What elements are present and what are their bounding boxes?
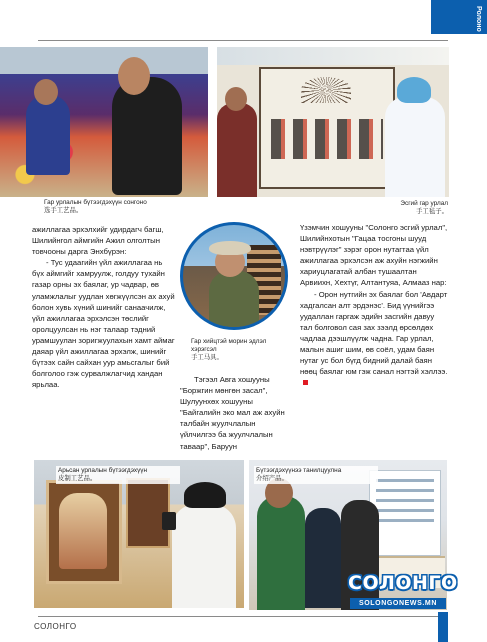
- board-line: [376, 479, 434, 482]
- article-paragraph: - Тус удаагийн үйл ажиллагаа нь бүх аймгийг хамруулж, голдуу тухайн газар орны эх баялаг, ур чадвар, өв уламжлалыг уудлан хөгжүүлсэн ах ахуй болон хувь хүний шинийг санаачилж, үйл ажиллагаа эрхэлсэн төслийг оролцуулсан нь нэг талаар тэдний урамшуулан зоригжуулахын хамт аймаг даяар үйл ажиллагаа эрхэлж, шинийг бүтээх сайн сайхан уур амьсгалыг бий болголоо гэж сурвалжлагчид хандан ярьлаа.: [32, 258, 175, 390]
- photo-craft-items: [217, 47, 449, 197]
- article-paragraph: Тэгээл Авга хошууны "Боржгин мөнгөн засал", Шулуунхөх хошууны "Байгалийн эко мал аж ахуйн талбайн жуулчлалын үйлчилгээ ба жуулчлалын тавааp", Баруун: [180, 375, 285, 451]
- photo-cap: [184, 482, 226, 508]
- top-divider: [38, 40, 448, 41]
- caption-product-intro: Бүтээгдэхүүнээ танилцуулна 介绍产品。: [254, 466, 378, 484]
- article-column-left: [32, 224, 175, 390]
- photo-display-board: [369, 470, 441, 556]
- photo-person-head: [34, 79, 58, 105]
- caption-craft-stall: Гар урлалын бүтээгдэхүүн сонгоно 选手工艺品。: [44, 199, 147, 214]
- caption-craft-items: Эсгий гар урлал 手工毡子。: [400, 200, 448, 215]
- artwork-sun-motif: [301, 77, 351, 103]
- artwork-figures: [271, 119, 383, 159]
- photo-hat: [209, 241, 251, 255]
- bottom-divider: [38, 616, 448, 617]
- board-line: [376, 499, 434, 502]
- photo-person: [305, 508, 341, 608]
- photo-framed-artwork: [46, 480, 122, 584]
- photo-person: [257, 496, 305, 610]
- article-paragraph: Үзэмчин хошууны "Солонго эсгий урлал", Шилийнхотын "Гацаа тосгоны шууд нэвтрүүлэг" зэрэг орон нутагтаа үйл ажиллагаа эрхэлсэн аж ахуйн нэгжийн хариуцлагатай албан тушаалтан Арвиихн, Хехтүг, Алтантуяа, Алмааз нар:: [300, 223, 448, 288]
- section-tab: Ролоно: [475, 6, 482, 32]
- logo-url: SOLONGONEWS.MN: [350, 598, 446, 609]
- photo-horse-tack-circle: [180, 222, 288, 330]
- photo-craft-stall: [0, 47, 208, 197]
- photo-person-head: [397, 77, 431, 103]
- photo-person-head: [118, 57, 150, 95]
- photo-person: [172, 504, 236, 608]
- artwork-portrait: [59, 493, 107, 569]
- photo-person: [209, 271, 259, 330]
- photo-phone: [162, 512, 176, 530]
- photo-person: [385, 97, 445, 197]
- caption-horse-tack: Гар хийцтэй морин эдлэл хэрэгсэл 手工马具。: [191, 338, 267, 361]
- photo-tent: [217, 47, 449, 65]
- article-column-right: [300, 222, 448, 388]
- photo-person: [26, 95, 70, 175]
- article-column-middle: [180, 374, 288, 452]
- article-paragraph-text: - Орон нутгийн эх баялаг бол 'Авдарт хадгалсан алт эрдэнэс'. Бид үүнийгээ уудаллан гаргаж эдийн засгийн давуу тал болговол сая зах зээлд өрсөлдөх чадлаа дээшлүүлж чадна. Гар урлал, малын ашиг шим, өв соёл, удам баян нутаг ус бол бүгд бидний далай баян нөөц баялаг юм гэж санал нэгтэй хэллээ.: [300, 289, 448, 377]
- solongo-logo: [348, 572, 458, 612]
- photo-person: [112, 77, 182, 195]
- photo-felt-artwork: [259, 67, 395, 189]
- caption-leather-art: Арьсан урлалын бүтээгдэхүүн 皮制工艺品。: [56, 466, 180, 484]
- footer-label: СОЛОНГО: [34, 622, 77, 631]
- article-paragraph: ажиллагаа эрхэлхийг удирдагч багш, Шилийнгол аймгийн Ажил олголтын товчооны дарга Энхбүрэн:: [32, 225, 164, 257]
- board-line: [376, 519, 434, 522]
- photo-person-head: [225, 87, 247, 111]
- article-paragraph: [300, 289, 448, 389]
- photo-person: [217, 103, 257, 197]
- page-edge-bar: [438, 612, 448, 642]
- end-mark-icon: [303, 380, 308, 385]
- board-line: [376, 489, 434, 492]
- board-line: [376, 509, 434, 512]
- logo-title: СОЛОНГО: [348, 572, 458, 594]
